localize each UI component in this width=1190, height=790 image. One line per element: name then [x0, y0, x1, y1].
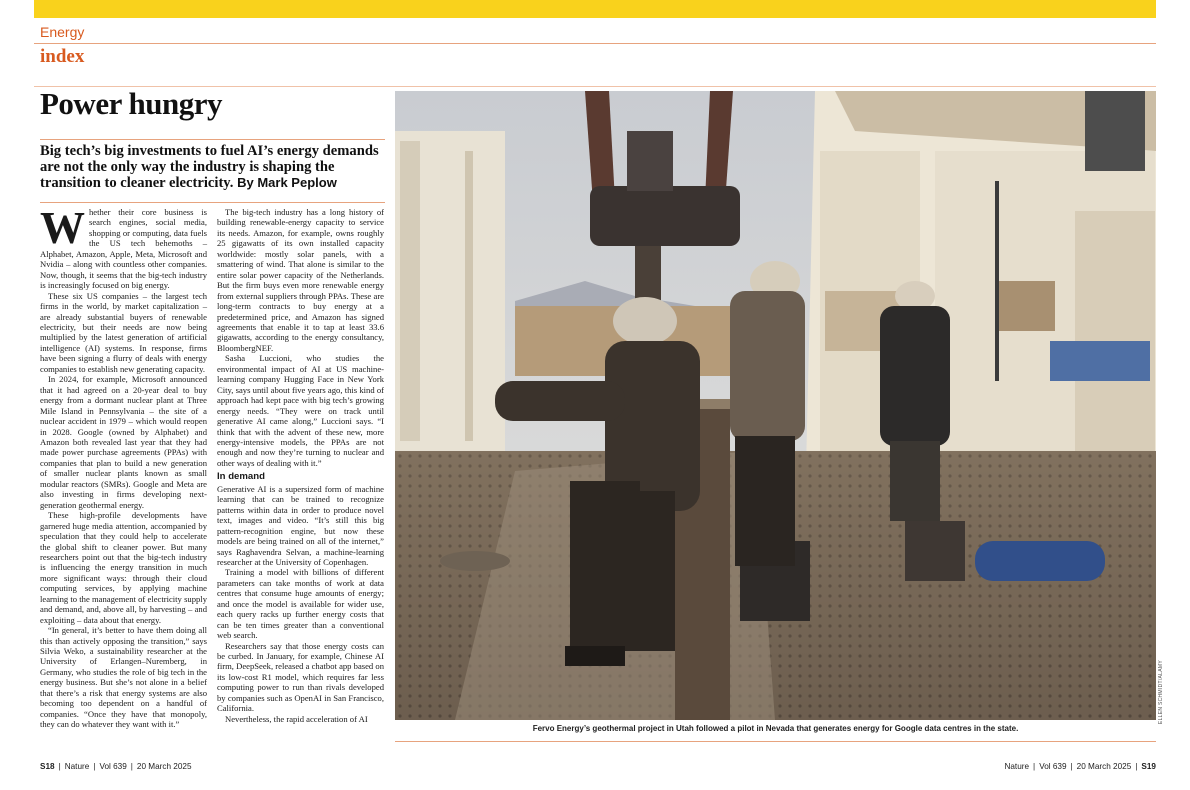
footer-right: Nature | Vol 639 | 20 March 2025 | S19 — [1004, 762, 1156, 771]
drilling-rig-photo — [395, 91, 1156, 720]
page-number-left: S18 — [40, 762, 55, 771]
index-label: index — [40, 46, 85, 67]
journal-name: Nature — [1004, 762, 1030, 771]
page-number-right: S19 — [1141, 762, 1156, 771]
issue-date: 20 March 2025 — [1076, 762, 1132, 771]
header-rule — [34, 43, 1156, 44]
byline: By Mark Peplow — [237, 175, 337, 190]
paragraph: Nevertheless, the rapid acceleration of AI — [225, 713, 368, 724]
body-column-2 — [217, 207, 384, 724]
paragraph: These high-profile developments have garnered huge media attention, accompanied by speculation that they could help to accelerate the global shift to cleaner power. But many researchers point out that the big-tech industry is influencing the energy transition in much more significant ways: through their cloud computing services, by applying machine learning to the management of electricity supply and demand, and, above all, by harvesting – and exploiting – data about that energy. — [40, 510, 207, 625]
paragraph: In 2024, for example, Microsoft announced that it had agreed on a 20-year deal to buy energy from a dormant nuclear plant at Three Mile Island in Pennsylvania – the site of a nuclear accident in 1979 – which would reopen in 2028. Google (owned by Alphabet) and Amazon both revealed last year that they had made power purchase agreements (PPAs) with companies that plan to build a new generation of smaller nuclear plants known as small modular reactors (SMRs). Google and Meta are also investing in firms developing next-generation geothermal energy. — [40, 374, 207, 510]
body-column-1 — [40, 203, 207, 730]
footer-left: S18 | Nature | Vol 639 | 20 March 2025 — [40, 762, 192, 771]
standfirst — [40, 143, 385, 191]
paragraph: The big-tech industry has a long history of building renewable-energy capacity to service its needs. Amazon, for example, owns roughly 25 gigawatts of its own installed capacity worldwide: mostly solar panels, with a smattering of wind. That alone is similar to the entire solar power capacity of the Netherlands. But the firm buys even more renewable energy from external suppliers through PPAs. These are long-term contracts to buy energy at a predetermined price, and Amazon has signed agreements that enable it to tap at least 33.6 gigawatts, according to the energy consultancy, BloombergNEF. — [217, 207, 384, 353]
article-title: Power hungry — [40, 86, 223, 121]
standfirst-rule — [40, 202, 385, 203]
caption-rule — [395, 741, 1156, 742]
photo-caption: Fervo Energy’s geothermal project in Utah followed a pilot in Nevada that generates energy for Google data centres in the state. — [532, 724, 1019, 733]
subheading: In demand — [217, 471, 265, 483]
paragraph: Training a model with billions of different parameters can take months of work at data centres that consume huge amounts of energy; and once the model is available for wider use, each query racks up further energy costs that can be ten times greater than a conventional web search. — [217, 567, 384, 641]
volume: Vol 639 — [1039, 762, 1067, 771]
paragraph: Whether their core business is search engines, social media, shopping or computing, data fuels the US tech behemoths – Alphabet, Amazon, Apple, Meta, Microsoft and Nvidia – along with countless other companies. Now, though, it seems that the big-tech industry is increasingly focused on big energy. — [40, 203, 207, 291]
paragraph: Researchers say that those energy costs can be curbed. In January, for example, Chinese AI firm, DeepSeek, released a chatbot app based on its low-cost R1 model, which requires far less computing power to run than rivals developed by companies such as OpenAI in San Francisco, California. — [217, 640, 384, 714]
volume: Vol 639 — [99, 762, 127, 771]
paragraph: “In general, it’s better to have them doing all this than actively opposing the transition,” says Silvia Weko, a sustainability researcher at the University of Erlangen–Nuremberg, in Germany, who studies the role of big tech in the energy business. But she’s not alone in a belief that there’s a risk that energy systems are also becoming too dependent on a handful of companies. “Once they have that monopoly, they can do whatever they want with it.” — [40, 625, 207, 730]
title-rule — [40, 139, 385, 140]
paragraph: Sasha Luccioni, who studies the environmental impact of AI at US machine-learning company Hugging Face in New York City, says until about five years ago, this kind of approach had kept pace with big tech’s growing energy needs. “They were on track until generative AI came along,” Luccioni says. “I think that with the advent of these new, more energy-intensive models, the PPAs are not enough and now they’re turning to nuclear and other ways of dealing with it.” — [217, 353, 384, 468]
paragraph: These six US companies – the largest tech firms in the world, by market capitalization – are already substantial buyers of renewable electricity, but their needs are now being multiplied by the latest generation of artificial intelligence (AI) systems. In response, firms have been signing a flurry of deals with energy companies to establish new generating capacity. — [40, 290, 207, 374]
paragraph: Generative AI is a supersized form of machine learning that can be trained to recognize patterns within data in order to produce novel text, images and video. “It’s still this big pattern-recognition engine, but now these models are being trained on all of the internet,” says Raghavendra Selvan, a machine-learning researcher at the University of Copenhagen. — [217, 483, 384, 567]
issue-date: 20 March 2025 — [136, 762, 192, 771]
section-label: Energy — [40, 24, 85, 40]
photo-credit: ELLEN SCHMIDT/ALAMY — [1158, 660, 1164, 725]
journal-name: Nature — [64, 762, 90, 771]
top-color-banner — [34, 0, 1156, 18]
standfirst-text: Big tech’s big investments to fuel AI’s energy demands are not the only way the industry is shaping the transition to cleaner electricity. — [40, 143, 379, 191]
